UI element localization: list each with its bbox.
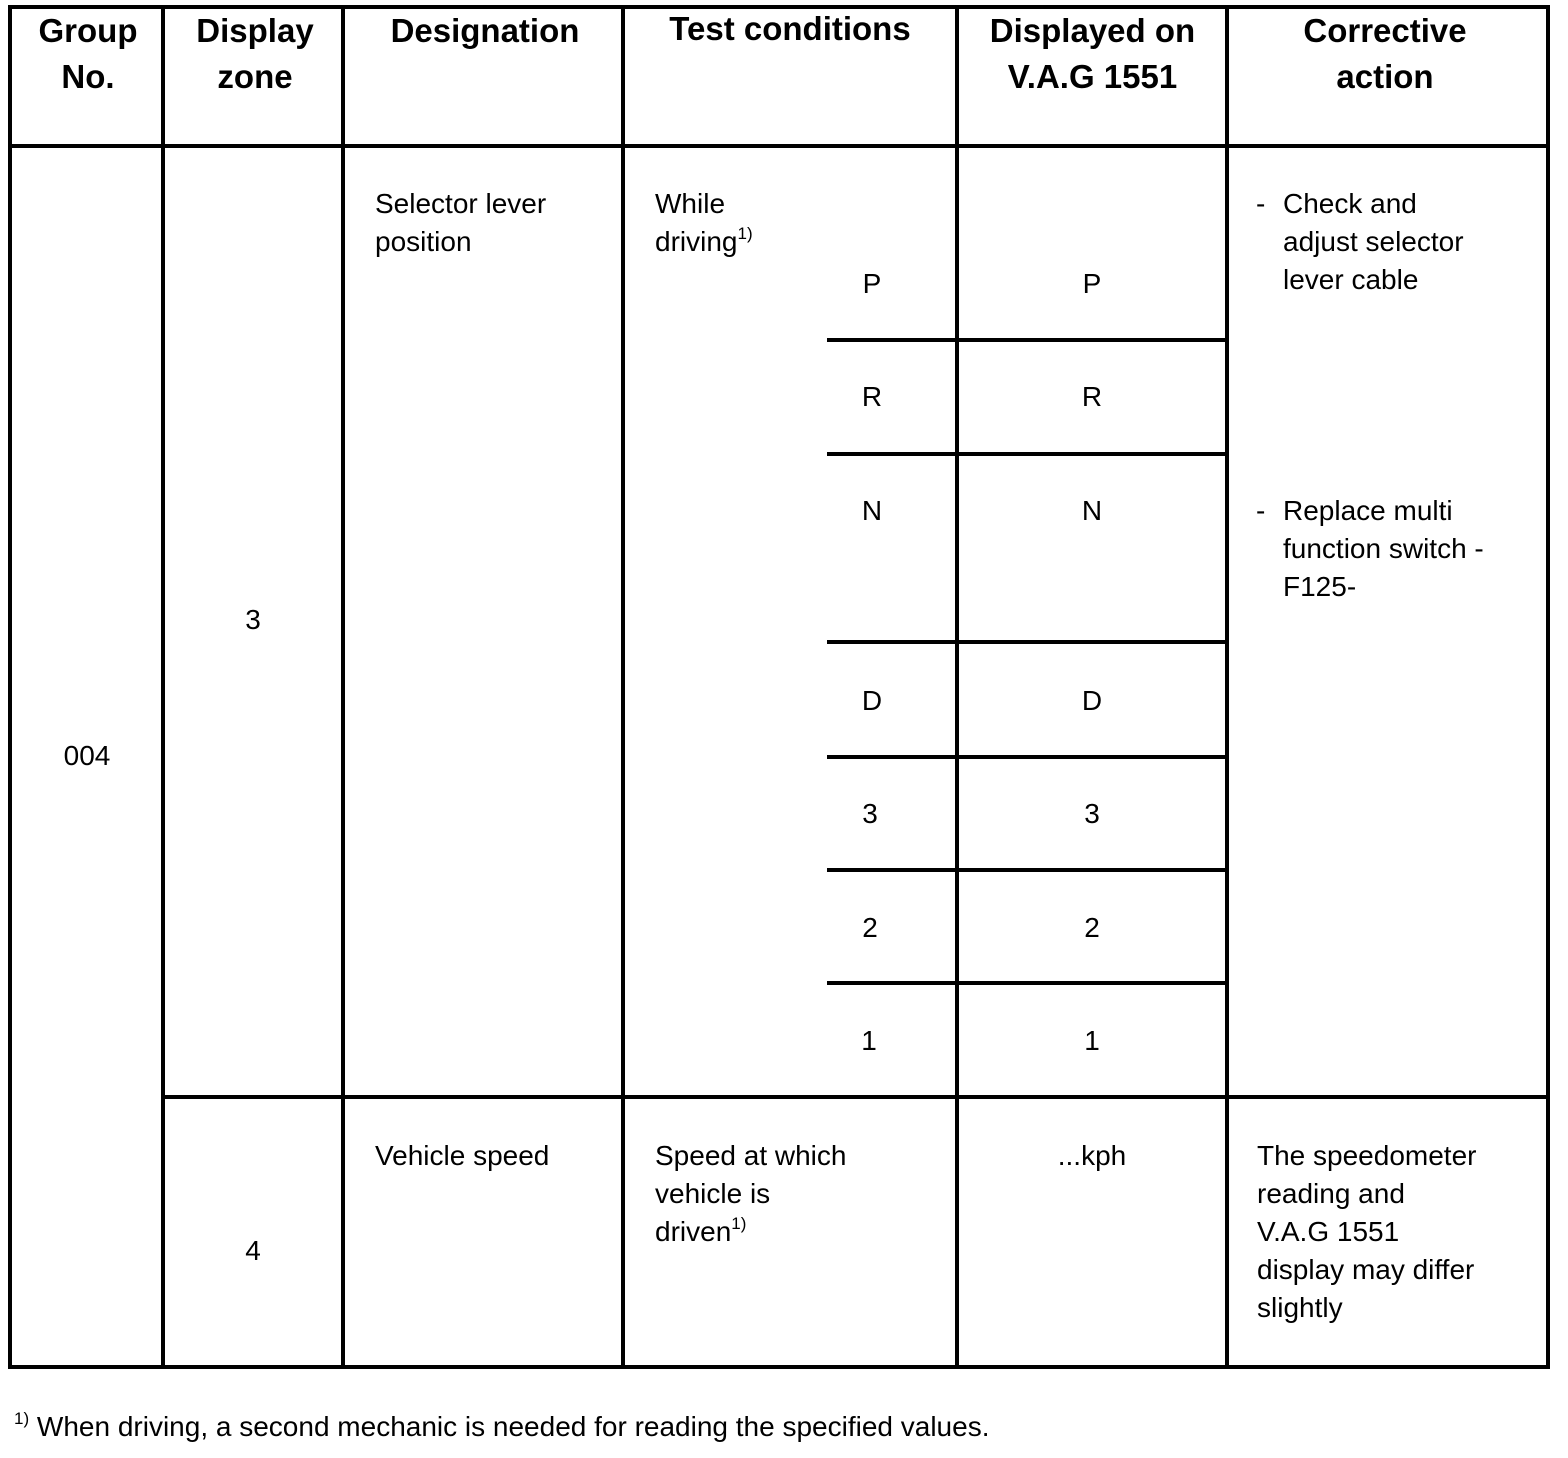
test-condition-while-driving: [655, 185, 753, 261]
footnote-reference: 1): [737, 224, 753, 243]
zone-divider: [163, 1095, 1550, 1099]
position-display-r: R: [1081, 381, 1103, 412]
position-row-divider: [827, 338, 1227, 342]
position-display-2: 2: [1084, 912, 1100, 943]
action-replace-switch: Replace multi function switch - F125-: [1283, 495, 1484, 602]
table-bottom-border: [8, 1365, 1550, 1369]
action-dash: -: [1256, 188, 1266, 219]
position-row-divider: [827, 981, 1227, 985]
header-designation: Designation: [390, 12, 580, 49]
position-test-3: 3: [862, 798, 878, 829]
header-display-zone: Display zone: [196, 12, 314, 95]
action-speedometer-note: The speedometer reading and V.A.G 1551 display may differ slightly: [1257, 1140, 1477, 1323]
position-display-3: 3: [1084, 798, 1100, 829]
table-right-border: [1546, 5, 1550, 1369]
position-display-p: P: [1082, 268, 1102, 299]
position-row-divider: [827, 755, 1227, 759]
test-condition-speed: [655, 1137, 846, 1251]
position-display-1: 1: [1084, 1025, 1100, 1056]
position-display-d: D: [1081, 685, 1103, 716]
position-test-2: 2: [862, 912, 878, 943]
group-number: 004: [63, 740, 111, 771]
position-row-divider: [827, 868, 1227, 872]
footnote-reference: 1): [731, 1214, 747, 1233]
position-test-1: 1: [861, 1025, 877, 1056]
position-row-divider: [827, 640, 1227, 644]
display-kph: ...kph: [1057, 1140, 1127, 1171]
table-left-border: [8, 5, 12, 1369]
display-zone-4: 4: [245, 1235, 261, 1266]
designation-vehicle-speed: Vehicle speed: [375, 1140, 550, 1171]
action-dash: -: [1256, 495, 1266, 526]
position-test-n: N: [861, 495, 883, 526]
col-divider-3: [621, 5, 625, 1369]
header-corrective-action: Corrective action: [1303, 12, 1467, 95]
designation-selector-lever: Selector lever position: [375, 188, 547, 257]
footnote-text: When driving, a second mechanic is needed for reading the specified values.: [36, 1411, 990, 1442]
header-group-no: Group No.: [38, 12, 138, 95]
test-condition-text: While driving: [655, 188, 738, 257]
action-check-adjust-cable: Check and adjust selector lever cable: [1283, 188, 1464, 295]
position-test-d: D: [861, 685, 883, 716]
position-display-n: N: [1081, 495, 1103, 526]
header-bottom-border: [8, 144, 1550, 148]
position-row-divider: [827, 452, 1227, 456]
footnote: [14, 1408, 989, 1446]
footnote-mark: 1): [14, 1409, 30, 1428]
col-divider-2: [341, 5, 345, 1369]
position-test-p: P: [862, 268, 882, 299]
header-test-conditions: Test conditions: [669, 10, 911, 47]
col-divider-1: [161, 5, 165, 1369]
header-displayed-on: Displayed on V.A.G 1551: [989, 12, 1196, 95]
test-condition-text: Speed at which vehicle is driven: [655, 1140, 847, 1247]
position-test-r: R: [861, 381, 883, 412]
col-divider-5: [1225, 5, 1229, 1369]
display-zone-3: 3: [245, 604, 261, 635]
